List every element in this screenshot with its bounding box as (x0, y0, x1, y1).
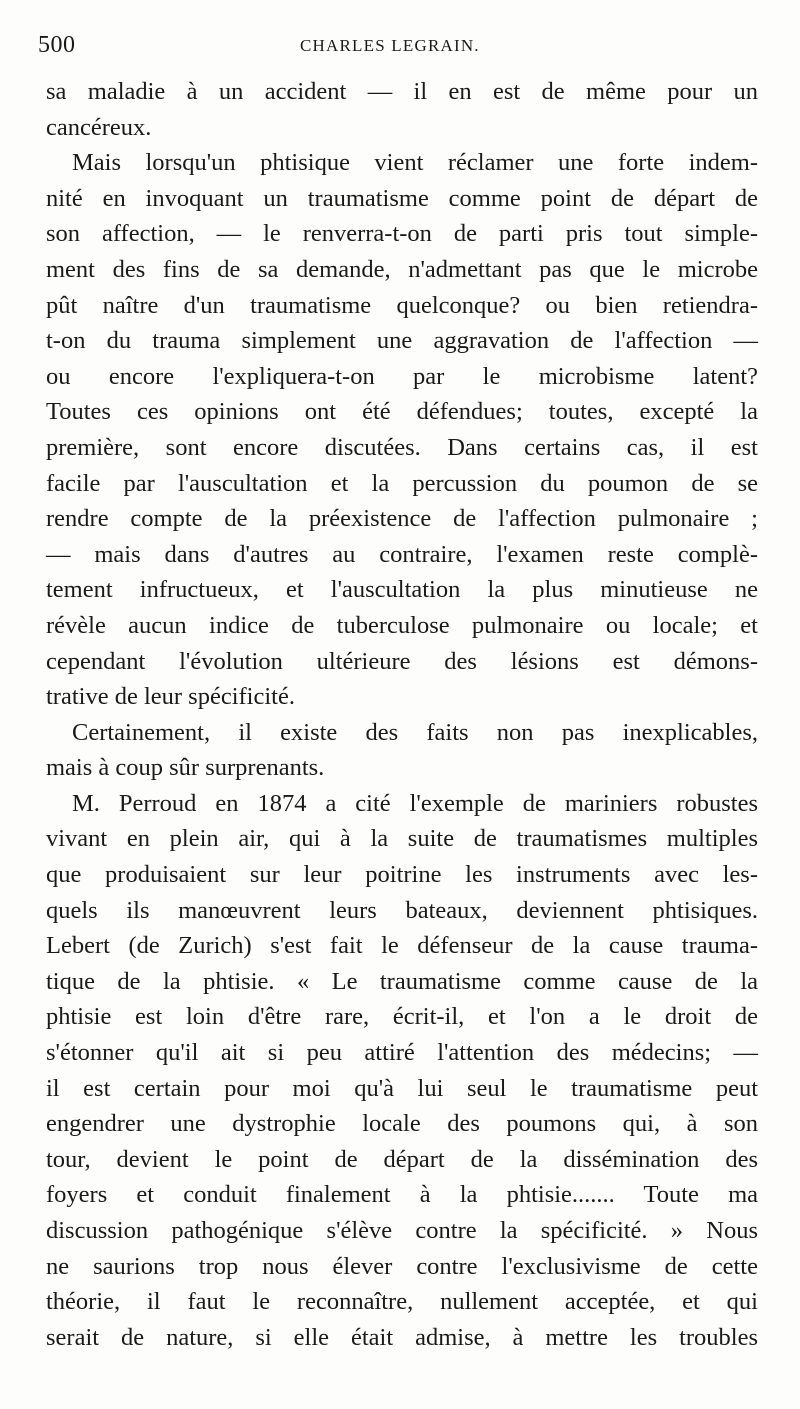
text-line: t-on du trauma simplement une aggravation de l'affection — (46, 327, 758, 355)
text-line: M. Perroud en 1874 a cité l'exemple de mariniers robustes (72, 789, 758, 817)
text-line: il est certain pour moi qu'à lui seul le traumatisme peut (46, 1074, 758, 1102)
text-line: ment des fins de sa demande, n'admettant pas que le microbe (46, 255, 758, 283)
text-line: facile par l'auscultation et la percussion du poumon de se (46, 469, 758, 497)
text-line: Certainement, il existe des faits non pas inexplicables, (72, 718, 758, 746)
text-line: — mais dans d'autres au contraire, l'examen reste complè- (46, 540, 758, 568)
text-line: trative de leur spécificité. (46, 683, 295, 711)
text-line: son affection, — le renverra-t-on de parti pris tout simple- (46, 220, 758, 248)
body-text (46, 74, 758, 1355)
text-line: ou encore l'expliquera-t-on par le microbisme latent? (46, 362, 758, 390)
text-line: foyers et conduit finalement à la phtisie....... Toute ma (46, 1181, 758, 1209)
text-line: sa maladie à un accident — il en est de même pour un (46, 78, 758, 105)
running-head: CHARLES LEGRAIN. (300, 36, 480, 55)
text-line: cancéreux. (46, 113, 152, 141)
text-line: première, sont encore discutées. Dans certains cas, il est (46, 433, 758, 461)
text-line: rendre compte de la préexistence de l'affection pulmonaire ; (46, 505, 758, 533)
page-number: 500 (38, 32, 76, 58)
text-line: serait de nature, si elle était admise, à mettre les troubles (46, 1323, 758, 1351)
text-line: pût naître d'un traumatisme quelconque? ou bien retiendra- (46, 291, 758, 319)
text-line: tique de la phtisie. « Le traumatisme comme cause de la (46, 967, 758, 995)
text-line: ne saurions trop nous élever contre l'exclusivisme de cette (46, 1252, 758, 1280)
text-line: quels ils manœuvrent leurs bateaux, deviennent phtisiques. (46, 896, 758, 924)
text-line: Lebert (de Zurich) s'est fait le défenseur de la cause trauma- (46, 932, 758, 960)
text-line: cependant l'évolution ultérieure des lésions est démons- (46, 647, 758, 675)
page-header (38, 32, 758, 62)
text-line: nité en invoquant un traumatisme comme point de départ de (46, 184, 758, 212)
text-line: engendrer une dystrophie locale des poumons qui, à son (46, 1110, 758, 1138)
text-line: théorie, il faut le reconnaître, nullement acceptée, et qui (46, 1288, 758, 1316)
text-line: mais à coup sûr surprenants. (46, 754, 325, 782)
text-line: phtisie est loin d'être rare, écrit-il, et l'on a le droit de (46, 1003, 758, 1031)
text-line: vivant en plein air, qui à la suite de traumatismes multiples (46, 825, 758, 853)
text-line: discussion pathogénique s'élève contre la spécificité. » Nous (46, 1217, 758, 1244)
text-line: révèle aucun indice de tuberculose pulmonaire ou locale; et (46, 611, 758, 639)
text-line: Toutes ces opinions ont été défendues; toutes, excepté la (46, 398, 758, 426)
text-line: tour, devient le point de départ de la dissémination des (46, 1145, 758, 1173)
text-line: que produisaient sur leur poitrine les instruments avec les- (46, 861, 758, 889)
text-line: s'étonner qu'il ait si peu attiré l'attention des médecins; — (46, 1039, 758, 1067)
text-line: Mais lorsqu'un phtisique vient réclamer une forte indem- (72, 149, 758, 177)
text-line: tement infructueux, et l'auscultation la plus minutieuse ne (46, 576, 758, 604)
